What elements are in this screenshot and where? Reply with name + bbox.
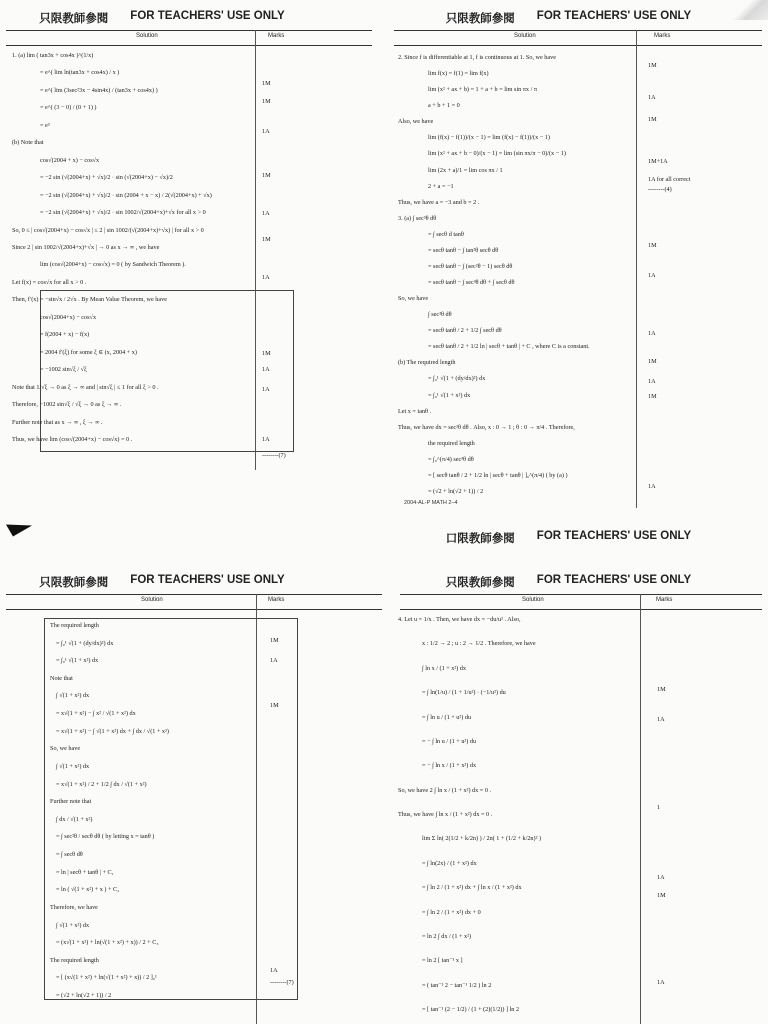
solution-line: lim (2x + a)/1 = lim cos πx / 1 (428, 166, 503, 174)
solution-line: = ln 2 ∫ dx / (1 + x²) (422, 932, 472, 940)
solution-line: The required length (50, 956, 99, 964)
solution-line: So, we have 2 ∫ ln x / (1 + x²) dx = 0 . (398, 786, 492, 794)
mark-label: 1A (648, 94, 656, 101)
solution-line: x : 1/2 → 2 ; u : 2 → 1/2 . Therefore, we have (422, 640, 536, 648)
mark-label: 1M (657, 686, 666, 693)
scan-page-2 (384, 0, 768, 512)
solution-line: 2 + a = −1 (428, 182, 454, 190)
header-chinese: 只限教師參閱 (39, 577, 109, 589)
solution-line: = ∫ secθ dθ (56, 851, 83, 859)
mark-label: 1M (648, 116, 657, 123)
mark-label: 1A (657, 979, 665, 986)
solution-line: Since 2 | sin 1002/√(2004+x)+√x | → 0 as x → ∞ , we have (12, 244, 160, 251)
mark-label: 1M (648, 242, 657, 249)
page-header-top (369, 530, 768, 546)
solution-heading: Solution (522, 597, 544, 603)
solution-line: = ∫₀¹ √(1 + x²) dx (56, 657, 99, 665)
solution-line: = secθ tanθ − ∫ sec³θ dθ + ∫ secθ dθ (428, 279, 515, 287)
solution-line: ∫ ln x / (1 + x²) dx (422, 664, 466, 672)
solution-line: cos√(2004+x) − cos√x (40, 313, 97, 321)
solution-line: = (x√(1 + x²) + ln(√(1 + x²) + x)) / 2 + C₃ (56, 939, 159, 947)
page-header (0, 10, 384, 26)
solution-line: Thus, we have dx = sec²θ dθ . Also, x : 0 → 1 ; θ : 0 → π/4 . Therefore, (398, 423, 575, 431)
solution-line: = e³ (40, 121, 50, 129)
solution-line: 1. (a) lim ( tan3x + cos4x )^(1/x) (12, 52, 94, 59)
mark-label: 1A (657, 874, 665, 881)
table-header (6, 594, 382, 610)
solution-line: the required length (428, 439, 475, 447)
column-divider (640, 594, 641, 1024)
solution-line: = ∫ secθ d tanθ (428, 230, 464, 238)
solution-line: = secθ tanθ − ∫ (sec²θ − 1) secθ dθ (428, 262, 513, 270)
solution-line: Therefore, we have (50, 903, 98, 911)
mark-label: 1A (270, 967, 278, 974)
solution-line: cos√(2004 + x) − cos√x (40, 156, 100, 164)
mark-label: 1A (270, 657, 278, 664)
solution-line: So, 0 ≤ | cos√(2004+x) − cos√x | ≤ 2 | sin 1002/(√(2004+x)+√x) | for all x > 0 (12, 226, 204, 234)
solution-line: = e^( (3 − 0) / (0 + 1) ) (40, 104, 97, 112)
mark-label: 1A (648, 483, 656, 490)
mark-label: 1M (262, 350, 271, 357)
mark-label: 1M+1A (648, 158, 668, 165)
mark-label: 1A (262, 210, 270, 217)
marks-heading: Marks (654, 33, 671, 39)
solution-line: So, we have (50, 745, 81, 753)
solution-line: = (√2 + ln(√2 + 1)) / 2 (56, 992, 112, 999)
solution-line: = ∫₀¹ √(1 + (dy/dx)²) dx (428, 375, 486, 383)
solution-heading: Solution (141, 597, 163, 603)
solution-line: Let x = tanθ . (398, 407, 432, 415)
solution-line: Therefore, −1002 sin√ξ / √ξ → 0 as ξ → ∞ . (12, 401, 122, 409)
solution-line: = ∫ ln 2 / (1 + x²) dx + ∫ ln x / (1 + x²) dx (422, 884, 522, 892)
mark-label: 1A for all correct (648, 176, 691, 183)
table-header (394, 30, 762, 46)
solution-line: = x√(1 + x²) − ∫ √(1 + x²) dx + ∫ dx / √(1 + x²) (56, 727, 169, 735)
mark-label: 1M (657, 892, 666, 899)
page-header (369, 10, 768, 26)
solution-line: lim (f(x) − f(1))/(x − 1) = lim (f(x) − f(1))/(x − 1) (428, 134, 550, 142)
mark-label: 1A (657, 716, 665, 723)
solution-line: = e^( lim (3sec²3x − 4sin4x) / (tan3x + cos4x) ) (40, 86, 158, 94)
solution-line: Note that 1/√ξ → 0 as ξ → ∞ and | sin√ξ | ≤ 1 for all ξ > 0 . (12, 383, 159, 391)
solution-line: = ∫ ln u / (1 + u²) du (422, 713, 472, 721)
solution-line: Further note that as x → ∞ , ξ → ∞ . (12, 418, 103, 426)
header-chinese: 只限教師參閱 (445, 13, 515, 25)
solution-line: a + b + 1 = 0 (428, 102, 460, 110)
solution-line: lim (x² + ax + b − 0)/(x − 1) = lim (sin πx/π − 0)/(x − 1) (428, 150, 566, 158)
header-english: FOR TEACHERS' USE ONLY (536, 530, 692, 542)
mark-label: 1A (262, 386, 270, 393)
page-header (0, 574, 384, 590)
mark-label: --------(7) (270, 979, 294, 986)
solution-line: (b) Note that (12, 139, 44, 147)
marks-heading: Marks (268, 597, 285, 603)
mark-label: 1M (270, 702, 279, 709)
solution-line: = ln 2 [ tan⁻¹ x ] (422, 957, 463, 965)
solution-line: = (√2 + ln(√2 + 1)) / 2 (428, 488, 484, 495)
scan-page-1 (0, 0, 384, 512)
solution-line: Then, f′(x) = −sin√x / 2√x . By Mean Value Theorem, we have (12, 296, 167, 304)
solution-line: = −2 sin (√(2004+x) + √x)/2 · sin 1002/√(2004+x)+√x for all x > 0 (40, 209, 206, 217)
solution-line: The required length (50, 622, 99, 629)
mark-label: --------(7) (262, 452, 286, 459)
mark-label: 1A (262, 128, 270, 135)
table-header (400, 594, 762, 610)
mark-label: 1M (262, 172, 271, 179)
solution-line: = ∫ sec²θ / secθ dθ ( by letting x = tanθ ) (56, 833, 155, 841)
solution-line: = secθ tanθ / 2 + 1/2 ∫ secθ dθ (428, 327, 502, 335)
solution-line: = ∫₀^(π/4) sec³θ dθ (428, 455, 474, 463)
solution-line: 2. Since f is differentiable at 1, f is continuous at 1. So, we have (398, 54, 556, 61)
solution-line: = f(2004 + x) − f(x) (40, 331, 90, 339)
solution-line: Note that (50, 674, 73, 682)
header-chinese: 只限教師參閱 (39, 13, 109, 25)
page-footer: 2004-AL-P MATH 2–4 (404, 500, 458, 506)
solution-line: 3. (a) ∫ sec³θ dθ (398, 214, 437, 222)
solution-line: = −2 sin (√(2004+x) + √x)/2 · sin (2004 + x − x) / 2(√(2004+x) + √x) (40, 191, 212, 199)
solution-line: lim Σ ln( 2(1/2 + k/2n) ) / 2n( 1 + (1/2 + k/2n)² ) (422, 835, 542, 843)
solution-line: Thus, we have ∫ ln x / (1 + x²) dx = 0 . (398, 811, 493, 818)
solution-line: = ln | secθ + tanθ | + C₁ (56, 868, 114, 876)
solution-line: Let f(x) = cos√x for all x > 0 . (12, 278, 87, 286)
solution-line: ∫ sec³θ dθ (428, 311, 452, 319)
solution-line: ∫ dx / √(1 + x²) (56, 815, 93, 823)
header-english: FOR TEACHERS' USE ONLY (536, 574, 692, 586)
marks-heading: Marks (656, 597, 673, 603)
solution-line: = ∫ ln(2x) / (1 + x²) dx (422, 859, 477, 867)
solution-line: lim f(x) = f(1) = lim f(x) (428, 70, 489, 78)
header-english: FOR TEACHERS' USE ONLY (130, 10, 285, 22)
solution-line: = e^( lim ln(tan3x + cos4x) / x ) (40, 69, 120, 77)
mark-label: 1M (262, 98, 271, 105)
scan-page-3 (0, 512, 384, 1024)
solution-line: Further note that (50, 798, 92, 806)
solution-heading: Solution (136, 33, 158, 39)
marks-heading: Marks (268, 33, 285, 39)
solution-line: ∫ √(1 + x²) dx (56, 692, 90, 700)
mark-label: 1M (262, 236, 271, 243)
header-english: FOR TEACHERS' USE ONLY (130, 574, 285, 586)
column-divider (636, 30, 637, 508)
solution-line: lim (cos√(2004+x) − cos√x) = 0 ( by Sandwich Theorem ). (40, 261, 186, 269)
solution-line: = x√(1 + x²) / 2 + 1/2 ∫ dx / √(1 + x²) (56, 780, 147, 788)
header-chinese: 口限教師參閱 (445, 533, 515, 545)
mark-label: 1 (657, 804, 661, 811)
solution-line: = − ∫ ln u / (1 + u²) du (422, 737, 477, 745)
page-header (369, 574, 768, 590)
solution-line: So, we have (398, 295, 429, 303)
header-chinese: 只限教師參閱 (445, 577, 515, 589)
solution-line: = −2 sin (√(2004+x) + √x)/2 · sin (√(2004+x) − √x)/2 (40, 174, 173, 182)
solution-line: = ∫ ln 2 / (1 + x²) dx + 0 (422, 908, 481, 916)
solution-line: = ∫ ln(1/u) / (1 + 1/u²) · (−1/u²) du (422, 689, 506, 697)
mark-label: 1M (262, 80, 271, 87)
solution-line: = [ (x√(1 + x²) + ln(√(1 + x²) + x)) / 2 ]₀¹ (56, 974, 157, 982)
mark-label: --------(4) (648, 186, 672, 193)
solution-line: = ln ( √(1 + x²) + x ) + C₂ (56, 886, 120, 894)
solution-line: = − ∫ ln x / (1 + x²) dx (422, 762, 477, 770)
solution-line: = ( tan⁻¹ 2 − tan⁻¹ 1/2 ) ln 2 (422, 981, 492, 989)
solution-line: = x√(1 + x²) − ∫ x² / √(1 + x²) dx (56, 710, 136, 718)
solution-line: (b) The required length (398, 359, 456, 367)
mark-label: 1M (648, 393, 657, 400)
solution-line: = ∫₀¹ √(1 + (dy/dx)²) dx (56, 639, 114, 647)
mark-label: 1A (648, 330, 656, 337)
solution-line: = [ tan⁻¹ (2 − 1/2) / (1 + (2)(1/2)) ] ln 2 (422, 1006, 520, 1013)
solution-line: 4. Let u = 1/x . Then, we have dx = −du/u² . Also, (398, 616, 521, 623)
solution-line: Also, we have (398, 118, 434, 126)
solution-line: lim (x² + ax + b) = 1 + a + b = lim sin πx / π (428, 86, 537, 94)
header-english: FOR TEACHERS' USE ONLY (536, 10, 692, 22)
table-header (6, 30, 372, 46)
solution-line: = 2004 f′(ξ) for some ξ ∈ (x, 2004 + x) (40, 348, 137, 356)
mark-label: 1M (270, 637, 279, 644)
solution-line: = secθ tanθ − ∫ tan²θ secθ dθ (428, 246, 499, 254)
mark-label: 1A (648, 272, 656, 279)
solution-line: = secθ tanθ / 2 + 1/2 ln | secθ + tanθ | + C , where C is a constant. (428, 343, 590, 351)
solution-line: ∫ √(1 + x²) dx (56, 921, 90, 929)
solution-line: = [ secθ tanθ / 2 + 1/2 ln | secθ + tanθ | ]₀^(π/4) ( by (a) ) (428, 471, 568, 479)
mark-label: 1A (262, 366, 270, 373)
solution-line: = ∫₀¹ √(1 + x²) dx (428, 391, 471, 399)
mark-label: 1A (262, 436, 270, 443)
mark-label: 1A (262, 274, 270, 281)
mark-label: 1M (648, 358, 657, 365)
solution-line: ∫ √(1 + x²) dx (56, 762, 90, 770)
mark-label: 1A (648, 378, 656, 385)
mark-label: 1M (648, 62, 657, 69)
solution-line: Thus, we have lim (cos√(2004+x) − cos√x) = 0 . (12, 436, 133, 443)
scan-corner-mark (6, 513, 32, 536)
solution-heading: Solution (514, 33, 536, 39)
scan-page-4 (384, 512, 768, 1024)
solution-line: = −1002 sin√ξ / √ξ (40, 366, 87, 374)
solution-line: Thus, we have a = −3 and b = 2 . (398, 198, 480, 206)
